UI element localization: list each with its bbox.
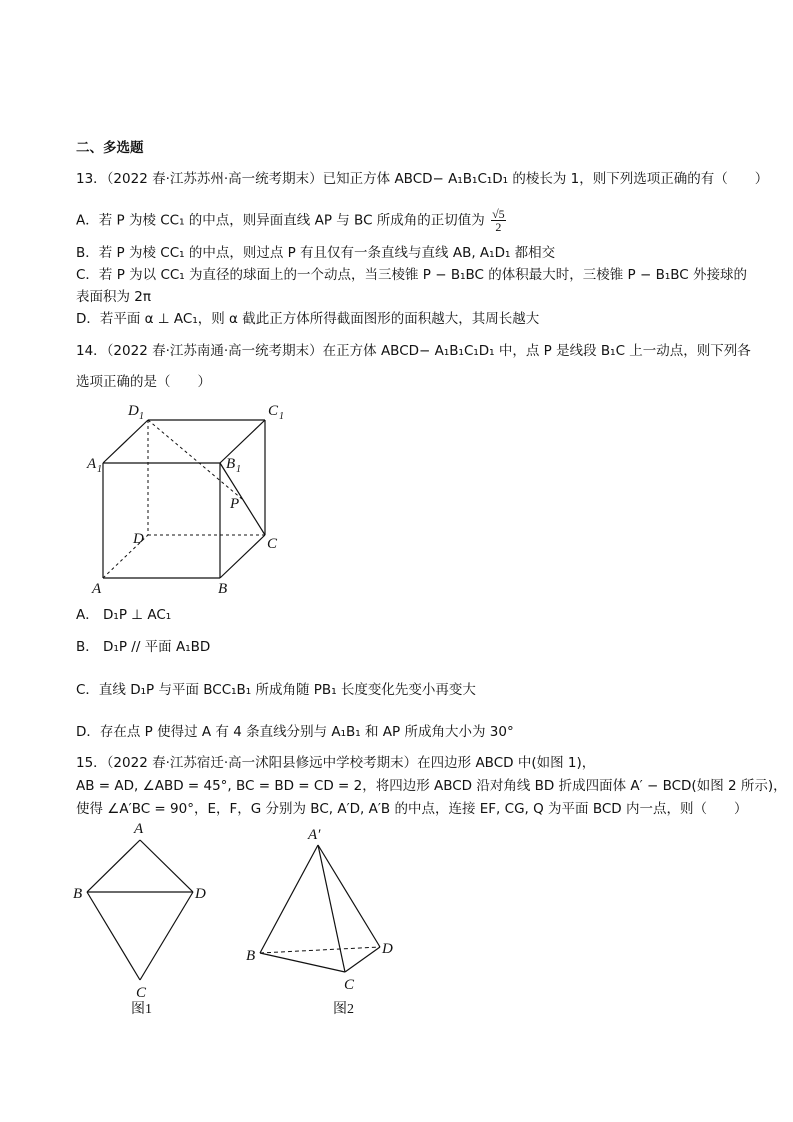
label-d: D bbox=[133, 531, 144, 547]
fig2-label-d: D bbox=[382, 941, 393, 957]
q13-option-c-line1: C．若 P 为以 CC₁ 为直径的球面上的一个动点，当三棱锥 P − B₁BC 的体积最大时，三棱锥 P − B₁BC 外接球的 bbox=[76, 267, 747, 283]
fig1-label-a: A bbox=[134, 821, 144, 837]
edge-ad bbox=[318, 845, 380, 947]
label-a: A bbox=[92, 581, 102, 597]
fig1-label-c: C bbox=[136, 985, 147, 1001]
label-p: P bbox=[230, 496, 240, 512]
q14-option-d: D．存在点 P 使得过 A 有 4 条直线分别与 A₁B₁ 和 AP 所成角大小为 30° bbox=[76, 724, 514, 740]
label-c: C bbox=[267, 536, 278, 552]
fig1-caption: 图1 bbox=[131, 1002, 152, 1017]
q14-option-b: B． D₁P // 平面 A₁BD bbox=[76, 639, 211, 655]
edge-ab bbox=[260, 845, 318, 953]
q15-stem-line1: 15．（2022 春·江苏宿迁·高一沭阳县修远中学校考期末）在四边形 ABCD 中(如图 1)， bbox=[76, 755, 596, 771]
q15-stem-line2: AB = AD, ∠ABD = 45°, BC = BD = CD = 2，将四边形 ABCD 沿对角线 BD 折成四面体 A′ − BCD(如图 2 所示)， bbox=[76, 778, 787, 794]
label-b1-sub: 1 bbox=[236, 464, 241, 475]
q13-stem: 13．（2022 春·江苏苏州·高一统考期末）已知正方体 ABCD− A₁B₁C₁D₁ 的棱长为 1，则下列选项正确的有（ ） bbox=[76, 171, 769, 187]
q13-option-c-line2: 表面积为 2π bbox=[76, 289, 152, 305]
label-c1-sub: 1 bbox=[279, 411, 284, 422]
label-b: B bbox=[218, 581, 228, 597]
fig2-caption: 图2 bbox=[333, 1002, 354, 1017]
q14-stem-line2: 选项正确的是（ ） bbox=[76, 374, 211, 390]
fig2-label-c: C bbox=[344, 977, 355, 993]
fig1-label-d: D bbox=[195, 886, 206, 902]
fig2-label-a-prime: A′ bbox=[308, 827, 321, 843]
section-title: 二、多选题 bbox=[76, 140, 144, 156]
edge-bc bbox=[260, 953, 345, 972]
q13-option-a-text: A．若 P 为棱 CC₁ 的中点，则异面直线 AP 与 BC 所成角的正切值为 bbox=[76, 212, 485, 229]
label-a1-sub: 1 bbox=[97, 464, 102, 475]
label-d1-sub: 1 bbox=[139, 411, 144, 422]
label-b1: B bbox=[226, 456, 236, 472]
q13-option-b: B．若 P 为棱 CC₁ 的中点，则过点 P 有且仅有一条直线与直线 AB, A₁D₁ 都相交 bbox=[76, 245, 556, 261]
q15-stem-line3: 使得 ∠A′BC = 90°，E，F，G 分别为 BC, A′D, A′B 的中点，连接 EF, CG, Q 为平面 BCD 内一点，则（ ） bbox=[76, 801, 748, 817]
edge-cd bbox=[345, 947, 380, 972]
q13-frac-num: √5 bbox=[492, 207, 505, 221]
q14-option-c: C．直线 D₁P 与平面 BCC₁B₁ 所成角随 PB₁ 长度变化先变小再变大 bbox=[76, 682, 476, 698]
q13-frac-den: 2 bbox=[495, 220, 502, 234]
q14-stem-line1: 14．（2022 春·江苏南通·高一统考期末）在正方体 ABCD− A₁B₁C₁D₁ 中，点 P 是线段 B₁C 上一动点，则下列各 bbox=[76, 343, 751, 359]
q13-option-d: D．若平面 α ⊥ AC₁，则 α 截此正方体所得截面图形的面积越大，其周长越大 bbox=[76, 311, 540, 327]
label-c1: C bbox=[268, 403, 279, 419]
q14-option-a: A． D₁P ⊥ AC₁ bbox=[76, 607, 172, 623]
label-a1: A bbox=[87, 456, 97, 472]
edge-bd-hidden bbox=[260, 947, 380, 953]
fig2-label-b: B bbox=[246, 948, 256, 964]
label-d1: D bbox=[128, 403, 139, 419]
fig1-label-b: B bbox=[73, 886, 83, 902]
edge-ac bbox=[318, 845, 345, 972]
